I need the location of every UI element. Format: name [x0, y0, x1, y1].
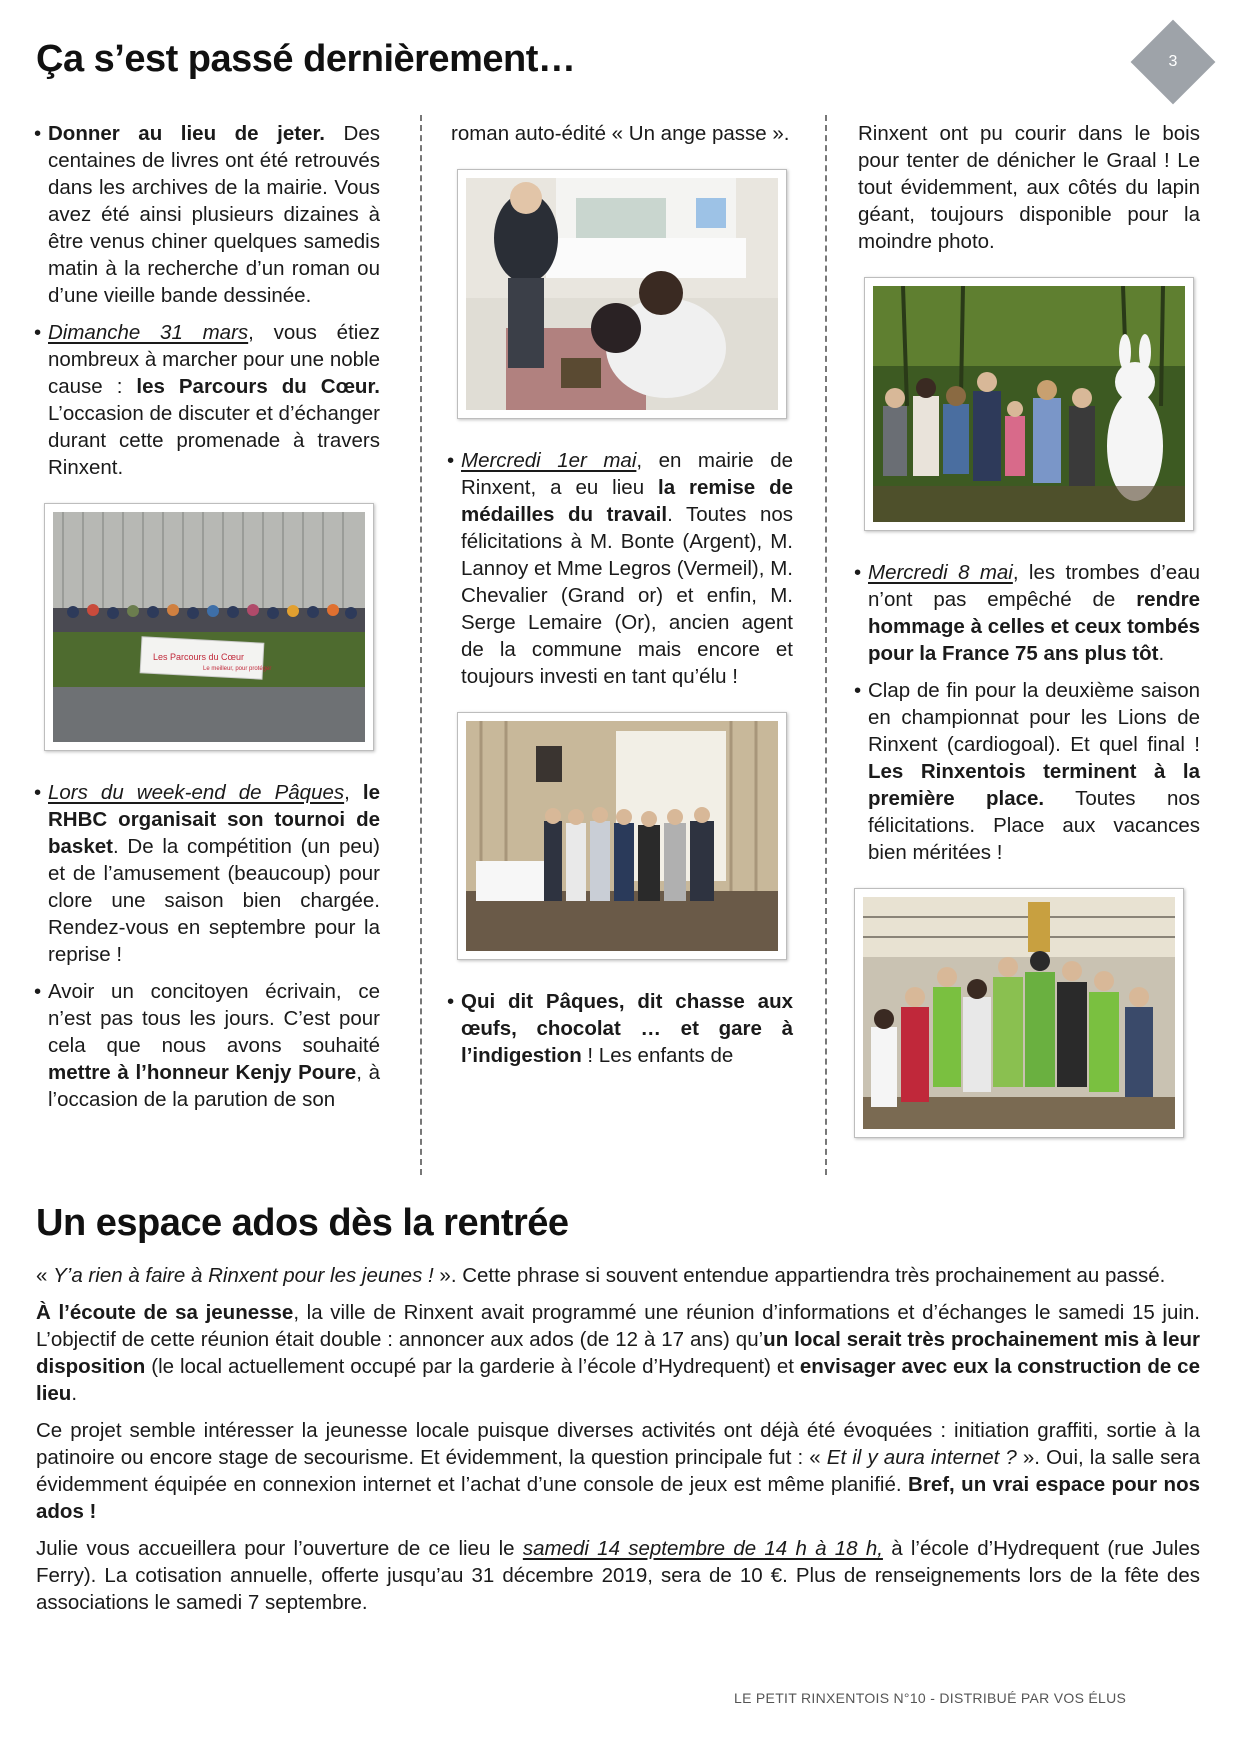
- article-text: ». Cette phrase si souvent entendue appartiendra très prochainement au passé.: [433, 1264, 1166, 1287]
- page-footer: LE PETIT RINXENTOIS N°10 - DISTRIBUÉ PAR VOS ÉLUS: [734, 1690, 1127, 1706]
- article-kenjy-poure: [38, 978, 380, 1113]
- article-text: ». Oui, la salle sera évidemment équipée en connexion internet et l’achat d’une console de jeux est même planifié.: [36, 1446, 1200, 1496]
- article-text: «: [36, 1264, 54, 1287]
- article-chasse-aux-oeufs-continued: [858, 120, 1200, 255]
- article-text: Ce projet semble intéresser la jeunesse locale puisque diverses activités ont déjà été évoquées : initiation graffiti, sortie à la patinoire ou encore stage de secourisme. Et évidemment, la question principale fut : «: [36, 1419, 1200, 1469]
- article-date: Dimanche 31 mars: [48, 321, 249, 344]
- column-3: [858, 120, 1200, 1166]
- photo-parcours-du-coeur: [44, 503, 374, 751]
- article-text: Rinxent ont pu courir dans le bois pour tenter de dénicher le Graal ! Le tout évidemment, aux côtés du lapin géant, toujours disponible pour la moindre photo.: [858, 122, 1200, 253]
- article-kenjy-poure-continued: [451, 120, 793, 147]
- article-highlight: un local serait très prochainement mis à leur disposition: [36, 1328, 1200, 1378]
- article-date: Lors du week-end de Pâques: [48, 781, 345, 804]
- paragraph-intro-quote: [36, 1262, 1200, 1289]
- article-highlight: Les Rinxentois terminent à la première place.: [868, 760, 1200, 810]
- article-text: .: [71, 1382, 78, 1405]
- article-quote: Et il y aura internet ?: [826, 1446, 1017, 1469]
- article-quote: Y’a rien à faire à Rinxent pour les jeunes !: [53, 1264, 434, 1287]
- article-text: , en mairie de Rinxent, a eu lieu: [461, 449, 793, 499]
- article-lead: Donner au lieu de jeter.: [48, 122, 325, 145]
- article-date: Mercredi 8 mai: [868, 561, 1013, 584]
- article-text: , les trombes d’eau n’ont pas empêché de: [868, 561, 1200, 611]
- paragraph-activites: [36, 1417, 1200, 1525]
- page-number: 3: [1168, 53, 1178, 70]
- article-text: , la ville de Rinxent avait programmé une réunion d’informations et d’échanges le samedi 15 juin. L’objectif de cette réunion était double : annoncer aux ados (de 12 à 17 ans) qu’: [36, 1301, 1200, 1351]
- section-title-espace-ados: Un espace ados dès la rentrée: [36, 1202, 569, 1244]
- article-lions-de-rinxent: [858, 677, 1200, 866]
- photo-book-signing-image: [466, 178, 778, 410]
- article-highlight: Qui dit Pâques, dit chasse aux œufs, chocolat … et gare à l’indigestion: [461, 990, 793, 1067]
- photo-easter-egg-hunt: [864, 277, 1194, 531]
- article-highlight: Bref, un vrai espace pour nos ados !: [36, 1473, 1200, 1523]
- article-text: à l’école d’Hydrequent (rue Jules Ferry). La cotisation annuelle, offerte jusqu’au 31 décembre 2019, sera de 10 €. Plus de renseignements lors de la fête des associations le samedi 7 septembre.: [36, 1537, 1200, 1614]
- article-text: . Toutes nos félicitations à M. Bonte (Argent), M. Lannoy et Mme Legros (Vermeil), M. Chevalier (Grand or) et enfin, M. Serge Lemaire (Or), ancien agent de la commune mais encore et toujours investi en tant qu’élu !: [461, 503, 794, 688]
- article-highlight: À l’écoute de sa jeunesse: [36, 1301, 294, 1324]
- article-text: ,: [344, 781, 363, 804]
- article-text: Des centaines de livres ont été retrouvés dans les archives de la mairie. Vous avez été ainsi plusieurs dizaines à être venus chiner quelques samedis matin à la recherche d’un roman ou d’une vieille bande dessinée.: [48, 122, 381, 307]
- photo-medal-ceremony: [457, 712, 787, 960]
- article-text: , vous étiez nombreux à marcher pour une noble cause :: [48, 321, 380, 398]
- column-divider: [825, 115, 827, 1175]
- article-highlight: envisager avec eux la construction de ce lieu: [36, 1355, 1200, 1405]
- article-date: samedi 14 septembre de 14 h à 18 h,: [522, 1537, 883, 1560]
- article-espace-ados: [36, 1262, 1200, 1626]
- article-text: roman auto-édité « Un ange passe ».: [451, 122, 790, 145]
- banner-text: Les Parcours du Cœur: [153, 652, 245, 662]
- article-text: (le local actuellement occupé par la garderie à l’école d’Hydrequent) et: [145, 1355, 800, 1378]
- article-text: , à l’occasion de la parution de son: [48, 1061, 380, 1111]
- photo-easter-egg-hunt-image: [873, 286, 1185, 522]
- article-text: Toutes nos félicitations. Place aux vacances bien méritées !: [868, 787, 1200, 864]
- section-title-recent-events: Ça s’est passé dernièrement…: [36, 38, 576, 80]
- column-divider: [420, 115, 422, 1175]
- paragraph-reunion: [36, 1299, 1200, 1407]
- article-text: Julie vous accueillera pour l’ouverture de ce lieu le: [36, 1537, 523, 1560]
- article-highlight: le RHBC organisait son tournoi de basket: [48, 781, 380, 858]
- paragraph-ouverture: [36, 1535, 1200, 1616]
- article-date: Mercredi 1er mai: [461, 449, 637, 472]
- photo-walkers-image: [53, 512, 365, 742]
- article-chasse-aux-oeufs: [451, 988, 793, 1069]
- article-highlight: la remise de médailles du travail: [461, 476, 794, 526]
- article-medailles-du-travail: [451, 447, 793, 690]
- column-1: [38, 120, 380, 1123]
- article-text: . De la compétition (un peu) et de l’amusement (beaucoup) pour clore une saison bien chargée. Rendez-vous en septembre pour la reprise !: [48, 835, 380, 966]
- article-text: Clap de fin pour la deuxième saison en championnat pour les Lions de Rinxent (cardiogoal). Et quel final !: [868, 679, 1200, 756]
- article-parcours-du-coeur: [38, 319, 380, 481]
- article-tournoi-basket: [38, 779, 380, 968]
- article-text: L’occasion de discuter et d’échanger durant cette promenade à travers Rinxent.: [48, 402, 380, 479]
- article-highlight: rendre hommage à celles et ceux tombés pour la France 75 ans plus tôt: [868, 588, 1200, 665]
- article-text: ! Les enfants de: [581, 1044, 734, 1067]
- photo-cardiogoal-team: [854, 888, 1184, 1138]
- photo-medal-ceremony-image: [466, 721, 778, 951]
- article-text: .: [1158, 642, 1165, 665]
- photo-cardiogoal-team-image: [863, 897, 1175, 1129]
- column-2: [451, 120, 793, 1079]
- article-highlight: mettre à l’honneur Kenjy Poure: [48, 1061, 357, 1084]
- article-highlight: les Parcours du Cœur.: [136, 375, 380, 398]
- banner-text: Le meilleur, pour protéger: [203, 666, 272, 672]
- article-text: Avoir un concitoyen écrivain, ce n’est pas tous les jours. C’est pour cela que nous avons souhaité: [48, 980, 380, 1057]
- photo-book-signing: [457, 169, 787, 419]
- article-donner-au-lieu-de-jeter: [38, 120, 380, 309]
- article-commemoration-8-mai: [858, 559, 1200, 667]
